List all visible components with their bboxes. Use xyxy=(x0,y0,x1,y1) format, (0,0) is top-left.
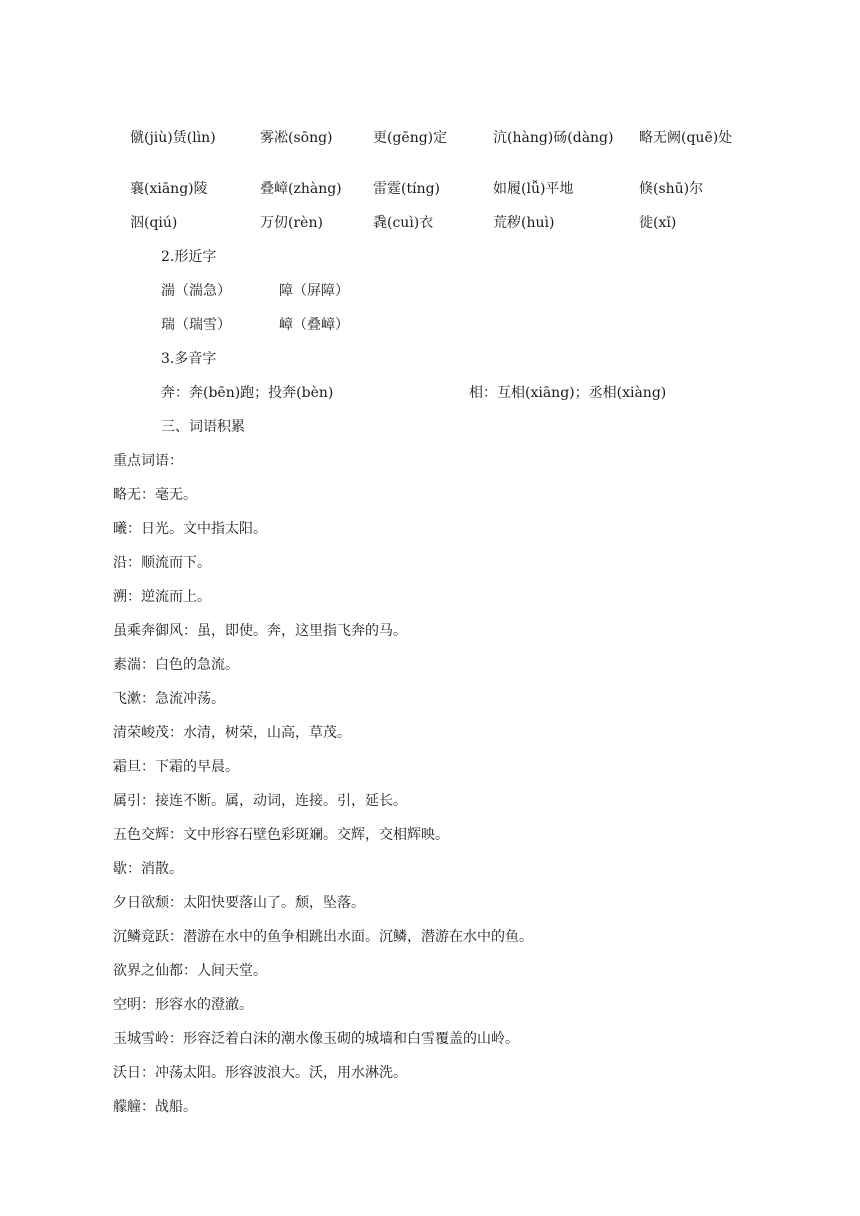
similar-char-item: 瑞（瑞雪） xyxy=(161,317,231,333)
vocab-item: 属引：接连不断。属，动词，连接。引，延长。 xyxy=(113,793,407,809)
pinyin-table xyxy=(113,104,753,240)
table-cell: 襄(xiāng)陵 xyxy=(130,181,208,197)
vocab-item: 素湍：白色的急流。 xyxy=(113,657,239,673)
vocab-item: 虽乘奔御风：虽，即使。奔，这里指飞奔的马。 xyxy=(113,623,407,639)
vocab-item: 清荣峻茂：水清，树荣，山高，草茂。 xyxy=(113,725,351,741)
vocab-item: 霜旦：下霜的早晨。 xyxy=(113,759,239,775)
vocab-item: 沿：顺流而下。 xyxy=(113,555,211,571)
table-cell: 毳(cuì)衣 xyxy=(373,215,434,231)
similar-char-item: 障（屏障） xyxy=(279,283,349,299)
vocab-item: 艨艟：战船。 xyxy=(113,1099,197,1115)
polyphone-heading: 3.多音字 xyxy=(161,351,217,367)
polyphone-right: 相：互相(xiāng)；丞相(xiàng) xyxy=(469,385,667,401)
vocab-item: 歇：消散。 xyxy=(113,861,183,877)
vocab-item: 曦：日光。文中指太阳。 xyxy=(113,521,267,537)
vocab-heading: 三、词语积累 xyxy=(161,419,245,435)
vocab-item: 夕日欲颓：太阳快要落山了。颓，坠落。 xyxy=(113,895,365,911)
table-row xyxy=(113,172,753,206)
similar-chars-row xyxy=(161,281,349,301)
table-cell: 雷霆(tíng) xyxy=(373,181,441,197)
similar-char-item: 嶂（叠嶂） xyxy=(279,317,349,333)
vocab-item: 溯：逆流而上。 xyxy=(113,589,211,605)
table-cell: 僦(jiù)赁(lìn) xyxy=(130,130,216,146)
similar-chars-row xyxy=(161,315,349,335)
similar-char-item: 湍（湍急） xyxy=(161,283,231,299)
vocab-item: 略无：毫无。 xyxy=(113,487,197,503)
table-cell: 如履(lǚ)平地 xyxy=(493,181,574,197)
table-cell: 荒秽(huì) xyxy=(493,215,555,231)
table-row xyxy=(113,206,753,240)
vocab-item: 沃日：冲荡太阳。形容波浪大。沃，用水淋洗。 xyxy=(113,1065,407,1081)
vocab-item: 飞漱：急流冲荡。 xyxy=(113,691,225,707)
vocab-subheading: 重点词语： xyxy=(113,453,183,469)
vocab-item: 五色交辉：文中形容石壁色彩斑斓。交辉，交相辉映。 xyxy=(113,827,449,843)
similar-chars-heading: 2.形近字 xyxy=(161,249,217,265)
table-cell: 叠嶂(zhàng) xyxy=(260,181,342,197)
table-cell: 万仞(rèn) xyxy=(260,215,323,231)
vocab-item: 空明：形容水的澄澈。 xyxy=(113,997,253,1013)
table-cell: 徙(xǐ) xyxy=(639,215,677,231)
polyphone-left: 奔：奔(bēn)跑；投奔(bèn) xyxy=(161,385,334,401)
table-row xyxy=(113,104,753,172)
table-cell: 更(gēng)定 xyxy=(373,130,448,146)
vocab-item: 欲界之仙都：人间天堂。 xyxy=(113,963,267,979)
table-cell: 倏(shū)尔 xyxy=(639,181,704,197)
table-cell: 雾凇(sōng) xyxy=(260,130,333,146)
table-cell: 泅(qiú) xyxy=(130,215,178,231)
vocab-item: 沉鳞竞跃：潜游在水中的鱼争相跳出水面。沉鳞，潜游在水中的鱼。 xyxy=(113,929,533,945)
vocab-item: 玉城雪岭：形容泛着白沫的潮水像玉砌的城墙和白雪覆盖的山岭。 xyxy=(113,1031,519,1047)
table-cell: 沆(hàng)砀(dàng) xyxy=(493,130,614,146)
table-cell: 略无阙(quē)处 xyxy=(639,130,733,146)
